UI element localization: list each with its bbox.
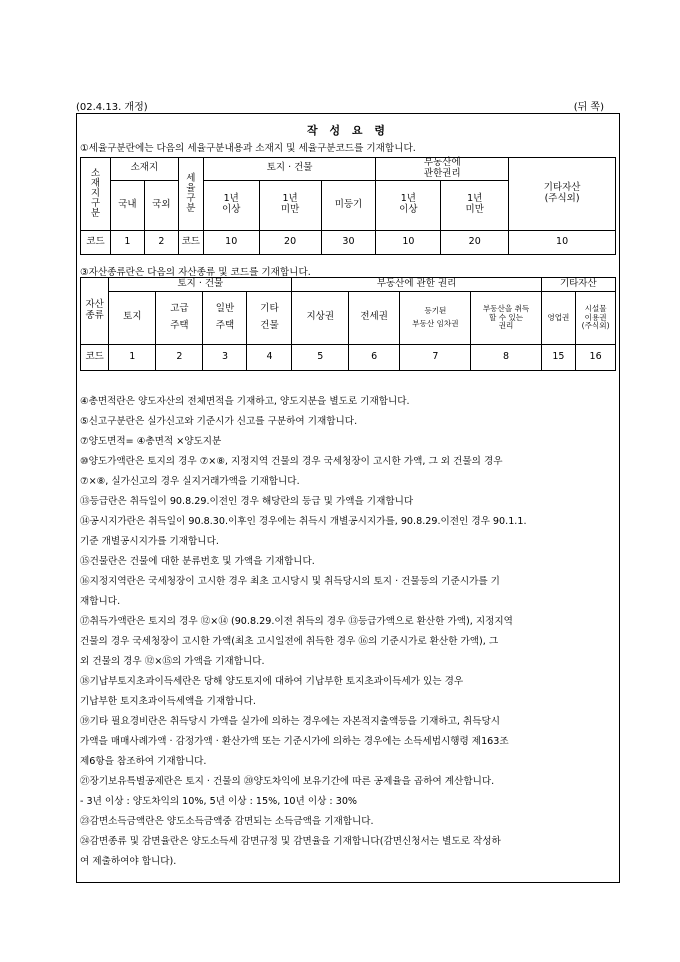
other-assets-header: 기타자산 (주식외) [509, 158, 616, 231]
item-5: ⑤신고구분란은 실가신고와 기준시가 신고를 구분하여 기재합니다. [80, 416, 358, 427]
rights-over-1y-header: 1년 이상 [376, 180, 441, 230]
rights-group-header: 부동산에 관한 권리 [292, 278, 541, 292]
revision-note: (02.4.13. 개정) [76, 102, 148, 113]
col-registered-lease: 등기된 부동산 임차권 [400, 292, 471, 345]
col-general-house: 일반 주택 [203, 292, 247, 345]
code-cell: 15 [541, 344, 576, 370]
code-rights-over-1y: 10 [376, 230, 441, 254]
code-under-1y: 20 [259, 230, 321, 254]
domestic-header: 국내 [110, 180, 144, 230]
asset-type-header: 자산 종류 [81, 278, 109, 345]
unregistered-header: 미등기 [321, 180, 376, 230]
code-cell: 1 [109, 344, 156, 370]
land-building-header: 토지 · 건물 [203, 158, 376, 181]
code-cell: 8 [471, 344, 541, 370]
other-assets-group-header: 기타자산 [541, 278, 615, 292]
col-facility-use-right: 시설물 이용권 (주식외) [576, 292, 616, 345]
item-7: ⑦양도면적= ④총면적 ×양도지분 [80, 436, 222, 447]
instruction-list [80, 392, 616, 872]
page-title: 작 성 요 령 [307, 124, 389, 137]
over-1y-header: 1년 이상 [203, 180, 259, 230]
page-header [76, 98, 604, 112]
code-rights-under-1y: 20 [441, 230, 509, 254]
item-14-cont: 기준 개별공시지가를 기재합니다. [80, 536, 219, 547]
section-3-intro: ③자산종류란은 다음의 자산종류 및 코드를 기재합니다. [80, 267, 311, 278]
location-header: 소재지 [110, 158, 178, 181]
code-label: 코드 [81, 344, 109, 370]
item-19-cont: 가액을 매매사례가액 · 감정가액 · 환산가액 또는 기준시가에 의하는 경우에는 소득세법시행령 제163조 [80, 736, 509, 747]
col-other-building: 기타 건물 [247, 292, 292, 345]
code-cell: 2 [156, 344, 203, 370]
item-15: ⑮건물란은 건물에 대한 분류번호 및 가액을 기재합니다. [80, 556, 315, 567]
col-land: 토지 [109, 292, 156, 345]
item-16-cont: 재합니다. [80, 596, 121, 607]
item-24: ㉔감면종류 및 감면율란은 양도소득세 감면규정 및 감면율을 기재합니다(감면신청서는 별도로 작성하 [80, 836, 501, 847]
item-17: ⑰취득가액란은 토지의 경우 ⑫×⑭ (90.8.29.이전 취득의 경우 ⑬등급가액으로 환산한 가액), 지정지역 [80, 616, 513, 627]
location-class-header: 소 재 지 구 분 [81, 158, 111, 231]
tax-class-header: 세 율 구 분 [178, 158, 203, 231]
item-18-cont: 기납부한 토지초과이득세액을 기재합니다. [80, 696, 256, 707]
col-acquisition-right: 부동산을 취득 할 수 있는 권리 [471, 292, 541, 345]
item-21: ㉑장기보유특별공제란은 토지 · 건물의 ⑳양도차익에 보유기간에 따른 공제율을 곱하여 계산합니다. [80, 776, 495, 787]
code-label: 코드 [81, 230, 111, 254]
item-23: ㉓감면소득금액란은 양도소득금액중 감면되는 소득금액을 기재합니다. [80, 816, 374, 827]
col-lease-deposit-right: 전세권 [349, 292, 400, 345]
item-17-cont: 건물의 경우 국세청장이 고시한 가액(최초 고시일전에 취득한 경우 ⑯의 기준시가로 환산한 가액), 그 [80, 636, 499, 647]
code-cell: 5 [292, 344, 349, 370]
rights-under-1y-header: 1년 미만 [441, 180, 509, 230]
foreign-header: 국외 [144, 180, 178, 230]
section-1-intro: ①세율구분란에는 다음의 세율구분내용과 소재지 및 세율구분코드를 기재합니다. [80, 143, 416, 154]
code-cell: 3 [203, 344, 247, 370]
under-1y-header: 1년 미만 [259, 180, 321, 230]
real-estate-rights-header: 부동산에 관한권리 [376, 158, 509, 181]
item-14: ⑭공시지가란은 취득일이 90.8.30.이후인 경우에는 취득시 개별공시지가를, 90.8.29.이전인 경우 90.1.1. [80, 516, 527, 527]
code-unregistered: 30 [321, 230, 376, 254]
item-19: ⑲기타 필요경비란은 취득당시 가액을 실가에 의하는 경우에는 자본적지출액등을 기재하고, 취득당시 [80, 716, 501, 727]
item-10: ⑩양도가액란은 토지의 경우 ⑦×⑧, 지정지역 건물의 경우 국세청장이 고시한 가액, 그 외 건물의 경우 [80, 456, 503, 467]
item-16: ⑯지정지역란은 국세청장이 고시한 경우 최초 고시당시 및 취득당시의 토지 · 건물등의 기준시가를 기 [80, 576, 500, 587]
item-18: ⑱기납부토지초과이득세란은 당해 양도토지에 대하여 기납부한 토지초과이득세가 있는 경우 [80, 676, 464, 687]
code-over-1y: 10 [203, 230, 259, 254]
tax-rate-code-table [80, 157, 616, 255]
item-17-cont: 외 건물의 경우 ⑫×⑮의 가액을 기재합니다. [80, 656, 265, 667]
item-19-cont: 제6항을 참조하여 기재합니다. [80, 756, 207, 767]
code-foreign: 2 [144, 230, 178, 254]
item-13: ⑬등급란은 취득일이 90.8.29.이전인 경우 해당란의 등급 및 가액을 기재합니다 [80, 496, 414, 507]
code-cell: 4 [247, 344, 292, 370]
item-24-cont: 여 제출하여야 합니다). [80, 856, 177, 867]
code-domestic: 1 [110, 230, 144, 254]
col-surface-right: 지상권 [292, 292, 349, 345]
col-luxury-house: 고급 주택 [156, 292, 203, 345]
code-other-assets: 10 [509, 230, 616, 254]
page-side-label: (뒤 쪽) [573, 102, 604, 113]
code-label-2: 코드 [178, 230, 203, 254]
code-cell: 16 [576, 344, 616, 370]
asset-type-code-table [80, 277, 616, 371]
col-goodwill: 영업권 [541, 292, 576, 345]
item-4: ④총면적란은 양도자산의 전체면적을 기재하고, 양도지분을 별도로 기재합니다. [80, 396, 410, 407]
land-building-group-header: 토지 · 건물 [109, 278, 292, 292]
item-10-cont: ⑦×⑧, 실가신고의 경우 실지거래가액을 기재합니다. [80, 476, 300, 487]
code-cell: 6 [349, 344, 400, 370]
code-cell: 7 [400, 344, 471, 370]
item-21-rates: - 3년 이상 : 양도차익의 10%, 5년 이상 : 15%, 10년 이상 : 30% [80, 796, 358, 807]
